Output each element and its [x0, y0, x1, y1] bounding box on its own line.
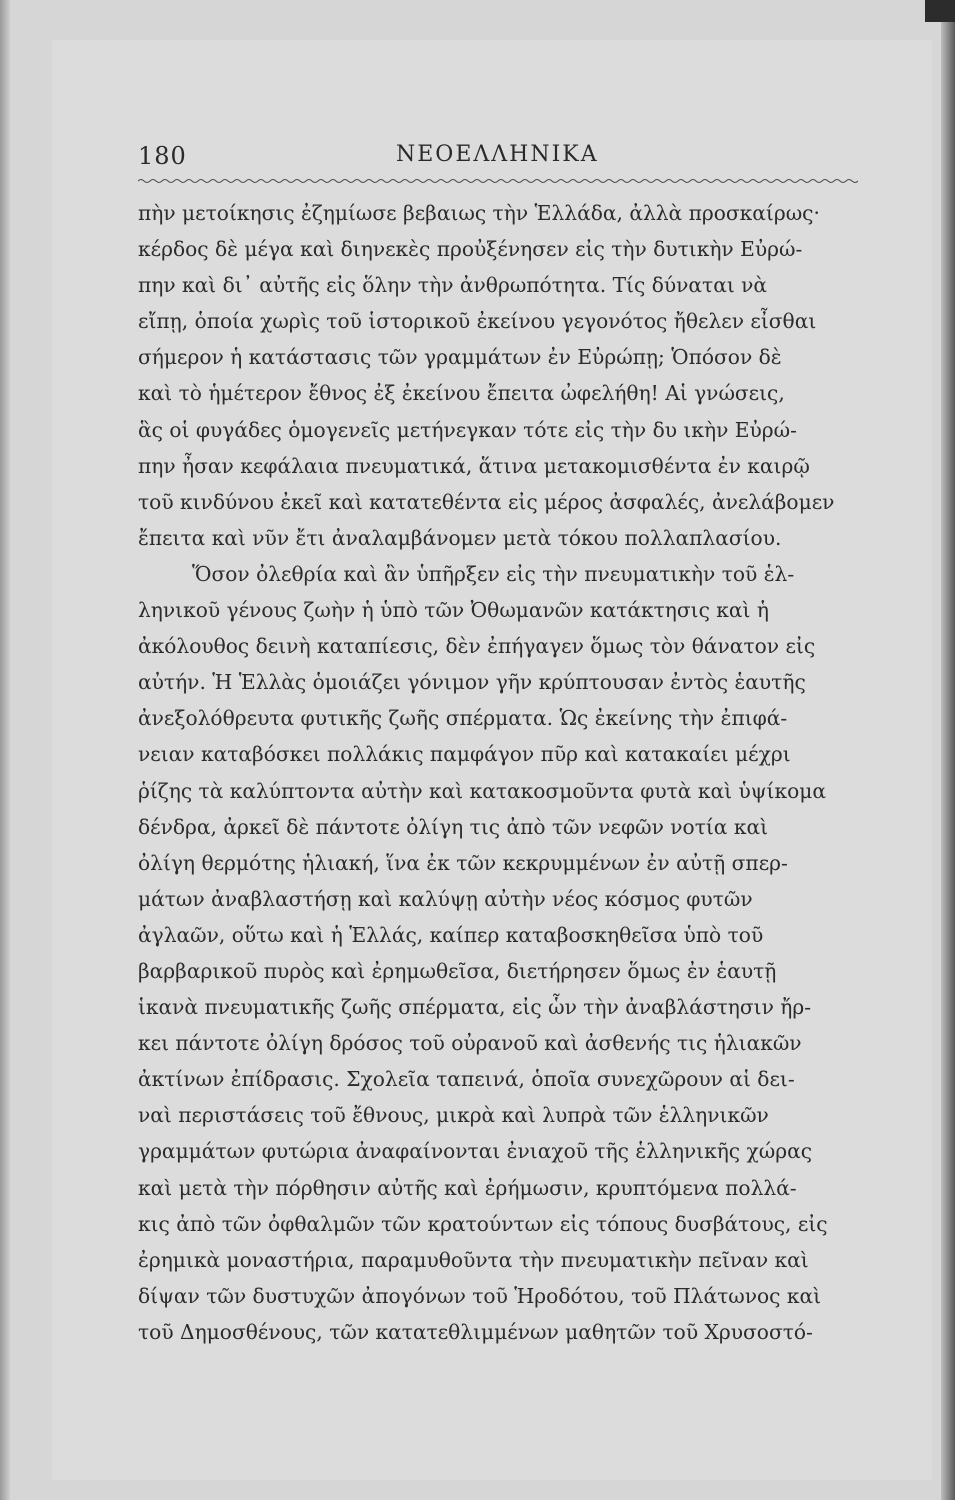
text-line: τοῦ κινδύνου ἐκεῖ καὶ κατατεθέντα εἰς μέρος ἀσφαλές, ἀνελάβομεν [138, 489, 835, 514]
text-line: πην ἦσαν κεφάλαια πνευματικά, ἅτινα μετακομισθέντα ἐν καιρῷ [138, 453, 810, 478]
page-left-edge [0, 0, 10, 1500]
page-header [138, 142, 858, 182]
text-line: ἐρημικὰ μοναστήρια, παραμυθοῦντα τὴν πνευματικὴν πεῖναν καὶ [138, 1247, 809, 1272]
text-line: ῥίζης τὰ καλύπτοντα αὐτὴν καὶ κατακοσμοῦντα φυτὰ καὶ ὑψίκομα [138, 778, 826, 803]
text-line: νειαν καταβόσκει πολλάκις παμφάγον πῦρ καὶ κατακαίει μέχρι [138, 742, 791, 767]
header-wavy-rule [138, 178, 858, 184]
text-line: ἀκόλουθος δεινὴ καταπίεσις, δὲν ἐπήγαγεν ὅμως τὸν θάνατον εἰς [138, 634, 816, 659]
text-line: ναὶ περιστάσεις τοῦ ἔθνους, μικρὰ καὶ λυπρὰ τῶν ἑλληνικῶν [138, 1103, 769, 1128]
text-line: ἀνεξολόθρευτα φυτικῆς ζωῆς σπέρματα. Ὡς ἐκείνης τὴν ἐπιφά- [138, 706, 788, 731]
text-line: ληνικοῦ γένους ζωὴν ἡ ὑπὸ τῶν Ὀθωμανῶν κατάκτησις καὶ ἡ [138, 598, 769, 623]
body-text [138, 195, 863, 1350]
text-line: δίψαν τῶν δυστυχῶν ἀπογόνων τοῦ Ἡροδότου, τοῦ Πλάτωνος καὶ [138, 1283, 822, 1308]
text-line: ἀκτίνων ἐπίδρασις. Σχολεῖα ταπεινά, ὁποῖα συνεχῶρουν αἱ δει- [138, 1067, 795, 1092]
scanner-corner [925, 0, 955, 22]
text-line: ὀλίγη θερμότης ἡλιακή, ἵνα ἐκ τῶν κεκρυμμένων ἐν αὐτῇ σπερ- [138, 850, 788, 875]
page-number: 180 [138, 142, 187, 170]
text-line: τοῦ Δημοσθένους, τῶν κατατεθλιμμένων μαθητῶν τοῦ Χρυσοστό- [138, 1319, 813, 1344]
text-line: ἀγλαῶν, οὕτω καὶ ἡ Ἑλλάς, καίπερ καταβοσκηθεῖσα ὑπὸ τοῦ [138, 922, 764, 947]
text-line: ἱκανὰ πνευματικῆς ζωῆς σπέρματα, εἰς ὧν τὴν ἀναβλάστησιν ἤρ- [138, 995, 812, 1020]
text-line: κέρδος δὲ μέγα καὶ διηνεκὲς προὐξένησεν εἰς τὴν δυτικὴν Εὐρώ- [138, 237, 803, 262]
text-line: εἴπῃ, ὁποία χωρὶς τοῦ ἱστορικοῦ ἐκείνου γεγονότος ἤθελεν εἶσθαι [138, 309, 817, 334]
text-line: ἔπειτα καὶ νῦν ἔτι ἀναλαμβάνομεν μετὰ τόκου πολλαπλασίου. [138, 525, 782, 550]
text-line: ἃς οἱ φυγάδες ὁμογενεῖς μετήνεγκαν τότε εἰς τὴν δυ ικὴν Εὐρώ- [138, 417, 797, 442]
text-line: γραμμάτων φυτώρια ἀναφαίνονται ἐνιαχοῦ τῆς ἑλληνικῆς χώρας [138, 1139, 813, 1164]
text-line: μάτων ἀναβλαστήσῃ καὶ καλύψῃ αὐτὴν νέος κόσμος φυτῶν [138, 886, 753, 911]
text-line: κει πάντοτε ὀλίγη δρόσος τοῦ οὐρανοῦ καὶ ἀσθενής τις ἡλιακῶν [138, 1031, 802, 1056]
text-line: δένδρα, ἀρκεῖ δὲ πάντοτε ὀλίγη τις ἀπὸ τῶν νεφῶν νοτία καὶ [138, 814, 769, 839]
text-line: πὴν μετοίκησις ἐζημίωσε βεβαιως τὴν Ἑλλάδα, ἀλλὰ προσκαίρως· [138, 201, 820, 225]
text-line: καὶ μετὰ τὴν πόρθησιν αὐτῆς καὶ ἐρήμωσιν, κρυπτόμενα πολλά- [138, 1175, 797, 1200]
text-line: πην καὶ δι᾽ αὐτῆς εἰς ὅλην τὴν ἀνθρωπότητα. Τίς δύναται νὰ [138, 273, 768, 298]
text-line: καὶ τὸ ἡμέτερον ἔθνος ἐξ ἐκείνου ἔπειτα ὠφελήθη! Αἱ γνώσεις, [138, 381, 785, 406]
text-line: κις ἀπὸ τῶν ὀφθαλμῶν τῶν κρατούντων εἰς τόπους δυσβάτους, εἰς [138, 1211, 828, 1236]
text-line: αὐτήν. Ἡ Ἑλλὰς ὁμοιάζει γόνιμον γῆν κρύπτουσαν ἐντὸς ἑαυτῆς [138, 670, 806, 695]
text-line: σήμερον ἡ κατάστασις τῶν γραμμάτων ἐν Εὐρώπῃ; Ὁπόσον δὲ [138, 345, 782, 370]
running-title: ΝΕΟΕΛΛΗΝΙΚΑ [396, 142, 599, 167]
paragraph-first-line: Ὅσον ὀλεθρία καὶ ἂν ὑπῆρξεν εἰς τὴν πνευματικὴν τοῦ ἑλ- [192, 561, 795, 586]
page-right-edge [941, 0, 955, 1500]
text-line: βαρβαρικοῦ πυρὸς καὶ ἐρημωθεῖσα, διετήρησεν ὅμως ἐν ἑαυτῇ [138, 958, 777, 983]
